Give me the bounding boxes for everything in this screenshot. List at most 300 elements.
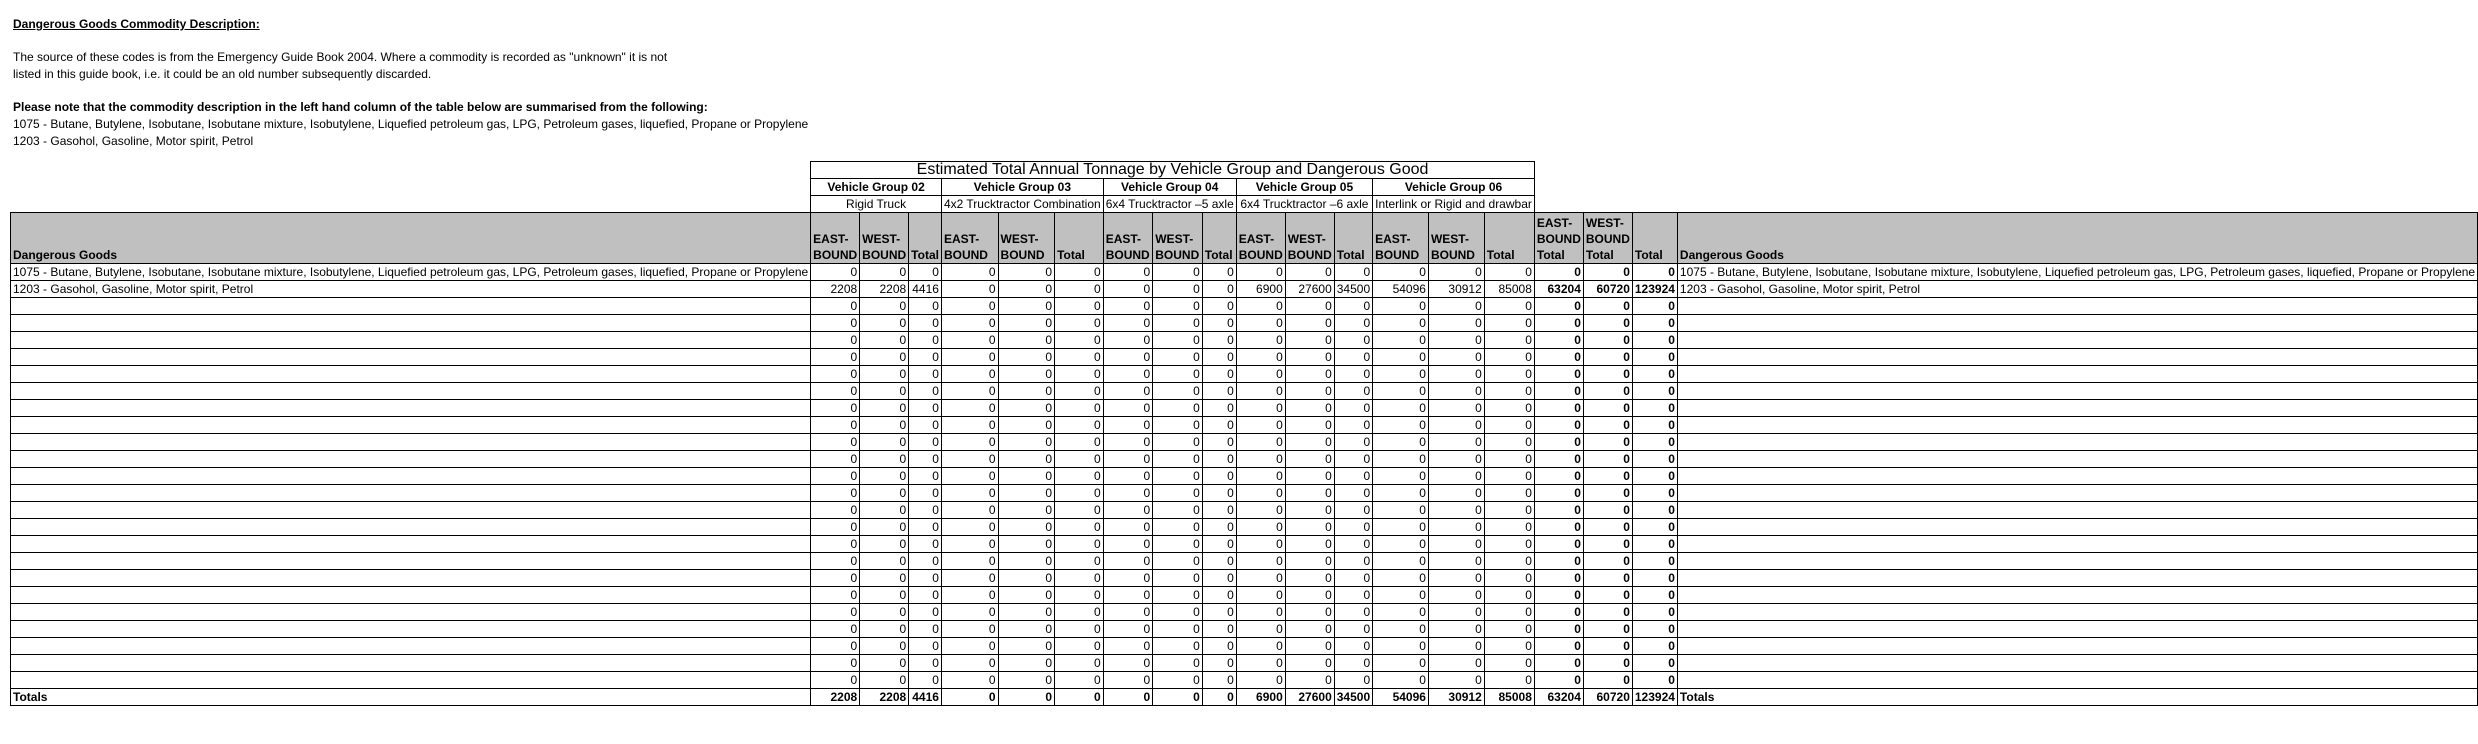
dangerous-goods-right-cell: [1677, 417, 2477, 434]
total-value-cell: 0: [941, 689, 998, 706]
table-row: [11, 451, 2478, 468]
value-cell: 0: [909, 417, 942, 434]
value-cell: 0: [941, 315, 998, 332]
value-cell: 0: [1285, 536, 1334, 553]
value-cell: 0: [941, 400, 998, 417]
dangerous-goods-right-cell: [1677, 468, 2477, 485]
column-header: EAST-BOUND: [1373, 213, 1429, 264]
value-cell: 0: [941, 570, 998, 587]
value-cell: 2208: [860, 281, 909, 298]
value-cell: 0: [1153, 332, 1203, 349]
value-cell: 0: [1583, 536, 1632, 553]
value-cell: 0: [1055, 655, 1104, 672]
total-value-cell: 63204: [1534, 689, 1583, 706]
dangerous-goods-right-cell: [1677, 366, 2477, 383]
value-cell: 0: [1373, 315, 1429, 332]
value-cell: 27600: [1285, 281, 1334, 298]
value-cell: 0: [1428, 400, 1484, 417]
dangerous-goods-cell: [11, 298, 811, 315]
value-cell: 0: [1428, 451, 1484, 468]
dangerous-goods-cell: [11, 332, 811, 349]
value-cell: 0: [1103, 553, 1153, 570]
value-cell: 0: [941, 468, 998, 485]
tonnage-table: [10, 161, 2478, 706]
value-cell: 0: [1103, 536, 1153, 553]
value-cell: 0: [1373, 621, 1429, 638]
value-cell: 0: [1055, 400, 1104, 417]
dangerous-goods-right-cell: [1677, 553, 2477, 570]
dangerous-goods-cell: [11, 536, 811, 553]
table-row: [11, 587, 2478, 604]
value-cell: 0: [998, 638, 1055, 655]
value-cell: 0: [909, 332, 942, 349]
value-cell: 0: [1428, 298, 1484, 315]
value-cell: 0: [1632, 349, 1677, 366]
value-cell: 0: [1285, 604, 1334, 621]
value-cell: 0: [1153, 570, 1203, 587]
value-cell: 0: [1055, 315, 1104, 332]
value-cell: 63204: [1534, 281, 1583, 298]
value-cell: 0: [860, 349, 909, 366]
value-cell: 0: [1103, 519, 1153, 536]
value-cell: 0: [1103, 604, 1153, 621]
value-cell: 0: [1334, 383, 1372, 400]
value-cell: 0: [811, 298, 860, 315]
value-cell: 0: [998, 264, 1055, 281]
value-cell: 0: [998, 587, 1055, 604]
value-cell: 0: [1632, 604, 1677, 621]
value-cell: 0: [909, 553, 942, 570]
value-cell: 0: [1103, 502, 1153, 519]
value-cell: 0: [1334, 655, 1372, 672]
value-cell: 0: [1153, 587, 1203, 604]
column-header: Dangerous Goods: [11, 213, 811, 264]
value-cell: 0: [909, 604, 942, 621]
value-cell: 0: [1583, 570, 1632, 587]
value-cell: 0: [1534, 383, 1583, 400]
value-cell: 0: [1632, 264, 1677, 281]
value-cell: 0: [1236, 315, 1285, 332]
value-cell: 0: [1428, 315, 1484, 332]
value-cell: 0: [1484, 383, 1534, 400]
value-cell: 0: [1583, 417, 1632, 434]
value-cell: 0: [860, 536, 909, 553]
value-cell: 0: [1236, 332, 1285, 349]
value-cell: 0: [1583, 451, 1632, 468]
value-cell: 0: [1334, 587, 1372, 604]
value-cell: 0: [1373, 468, 1429, 485]
value-cell: 0: [860, 485, 909, 502]
column-header: WEST-BOUND: [1153, 213, 1203, 264]
value-cell: 0: [1373, 655, 1429, 672]
value-cell: 0: [1428, 536, 1484, 553]
value-cell: 0: [941, 451, 998, 468]
value-cell: 0: [1153, 621, 1203, 638]
value-cell: 0: [1583, 349, 1632, 366]
value-cell: 0: [1428, 434, 1484, 451]
value-cell: 0: [1202, 604, 1236, 621]
value-cell: 0: [1202, 468, 1236, 485]
value-cell: 0: [860, 519, 909, 536]
value-cell: 0: [998, 570, 1055, 587]
value-cell: 0: [860, 298, 909, 315]
value-cell: 0: [1103, 638, 1153, 655]
value-cell: 0: [1285, 587, 1334, 604]
table-row: [11, 298, 2478, 315]
value-cell: 0: [1236, 383, 1285, 400]
value-cell: 0: [860, 451, 909, 468]
value-cell: 0: [1428, 417, 1484, 434]
value-cell: 0: [860, 366, 909, 383]
value-cell: 0: [909, 655, 942, 672]
value-cell: 0: [1373, 298, 1429, 315]
value-cell: 0: [1484, 570, 1534, 587]
dangerous-goods-cell: [11, 383, 811, 400]
value-cell: 0: [998, 417, 1055, 434]
value-cell: 0: [1055, 570, 1104, 587]
value-cell: 0: [998, 672, 1055, 689]
value-cell: 0: [1202, 655, 1236, 672]
table-row: [11, 281, 2478, 298]
value-cell: 0: [1103, 587, 1153, 604]
value-cell: 0: [1583, 468, 1632, 485]
value-cell: 0: [1484, 264, 1534, 281]
value-cell: 0: [1153, 553, 1203, 570]
table-row: [11, 434, 2478, 451]
dangerous-goods-right-cell: [1677, 315, 2477, 332]
value-cell: 0: [1236, 451, 1285, 468]
table-row: [11, 604, 2478, 621]
value-cell: 0: [1334, 349, 1372, 366]
value-cell: 0: [1373, 434, 1429, 451]
value-cell: 0: [1373, 332, 1429, 349]
value-cell: 0: [941, 383, 998, 400]
value-cell: 0: [1153, 672, 1203, 689]
value-cell: 0: [941, 332, 998, 349]
value-cell: 0: [1632, 655, 1677, 672]
value-cell: 4416: [909, 281, 942, 298]
value-cell: 0: [1373, 570, 1429, 587]
value-cell: 0: [1632, 638, 1677, 655]
value-cell: 0: [1484, 587, 1534, 604]
dangerous-goods-right-cell: [1677, 655, 2477, 672]
value-cell: 0: [1583, 400, 1632, 417]
value-cell: 0: [1632, 621, 1677, 638]
value-cell: 0: [1055, 366, 1104, 383]
dangerous-goods-cell: [11, 655, 811, 672]
value-cell: 0: [1153, 502, 1203, 519]
value-cell: 0: [941, 519, 998, 536]
value-cell: 0: [1484, 451, 1534, 468]
value-cell: 0: [860, 655, 909, 672]
value-cell: 0: [1534, 621, 1583, 638]
table-row: [11, 485, 2478, 502]
value-cell: 34500: [1334, 281, 1372, 298]
group-02-description: Rigid Truck: [811, 196, 942, 213]
value-cell: 0: [1484, 315, 1534, 332]
value-cell: 0: [1534, 672, 1583, 689]
value-cell: 0: [1583, 672, 1632, 689]
value-cell: 0: [1484, 604, 1534, 621]
value-cell: 0: [1055, 553, 1104, 570]
value-cell: 0: [1285, 621, 1334, 638]
value-cell: 0: [941, 621, 998, 638]
value-cell: 0: [811, 468, 860, 485]
value-cell: 0: [860, 332, 909, 349]
value-cell: 0: [1632, 417, 1677, 434]
table-row: [11, 332, 2478, 349]
group-05-title: Vehicle Group 05: [1236, 179, 1372, 196]
value-cell: 0: [1334, 553, 1372, 570]
value-cell: 0: [998, 519, 1055, 536]
value-cell: 0: [1583, 553, 1632, 570]
value-cell: 0: [998, 298, 1055, 315]
value-cell: 0: [811, 485, 860, 502]
value-cell: 0: [909, 536, 942, 553]
value-cell: 0: [1632, 570, 1677, 587]
table-row: [11, 264, 2478, 281]
value-cell: 0: [1534, 604, 1583, 621]
dangerous-goods-right-cell: [1677, 332, 2477, 349]
value-cell: 0: [909, 672, 942, 689]
value-cell: 0: [1285, 264, 1334, 281]
value-cell: 0: [1153, 264, 1203, 281]
value-cell: 0: [811, 366, 860, 383]
dangerous-goods-right-cell: [1677, 536, 2477, 553]
value-cell: 0: [811, 553, 860, 570]
value-cell: 0: [1236, 519, 1285, 536]
dangerous-goods-cell: [11, 672, 811, 689]
value-cell: 0: [1236, 672, 1285, 689]
value-cell: 0: [1153, 434, 1203, 451]
value-cell: 0: [1153, 519, 1203, 536]
value-cell: 0: [811, 587, 860, 604]
value-cell: 0: [1103, 434, 1153, 451]
value-cell: 0: [1534, 451, 1583, 468]
value-cell: 0: [1055, 468, 1104, 485]
value-cell: 0: [1632, 383, 1677, 400]
value-cell: 0: [1236, 587, 1285, 604]
value-cell: 0: [1055, 349, 1104, 366]
column-header: Dangerous Goods: [1677, 213, 2477, 264]
value-cell: 0: [1285, 298, 1334, 315]
value-cell: 0: [998, 604, 1055, 621]
value-cell: 0: [1103, 264, 1153, 281]
value-cell: 0: [1428, 621, 1484, 638]
value-cell: 0: [1484, 366, 1534, 383]
value-cell: 0: [1236, 536, 1285, 553]
dangerous-goods-right-cell: [1677, 604, 2477, 621]
value-cell: 0: [1632, 332, 1677, 349]
value-cell: 0: [909, 519, 942, 536]
value-cell: 0: [1055, 451, 1104, 468]
value-cell: 0: [1103, 366, 1153, 383]
value-cell: 0: [1484, 332, 1534, 349]
value-cell: 0: [1055, 264, 1104, 281]
value-cell: 0: [1373, 502, 1429, 519]
dangerous-goods-right-cell: [1677, 587, 2477, 604]
total-value-cell: 54096: [1373, 689, 1429, 706]
value-cell: 0: [1153, 298, 1203, 315]
value-cell: 0: [811, 519, 860, 536]
value-cell: 0: [860, 604, 909, 621]
value-cell: 0: [941, 638, 998, 655]
value-cell: 0: [860, 468, 909, 485]
column-header: Total: [1055, 213, 1104, 264]
value-cell: 0: [909, 366, 942, 383]
value-cell: 0: [998, 502, 1055, 519]
value-cell: 0: [1236, 655, 1285, 672]
value-cell: 0: [1534, 298, 1583, 315]
value-cell: 0: [1236, 553, 1285, 570]
value-cell: 0: [1632, 672, 1677, 689]
value-cell: 0: [1236, 621, 1285, 638]
value-cell: 0: [860, 587, 909, 604]
value-cell: 0: [1202, 502, 1236, 519]
value-cell: 0: [1055, 604, 1104, 621]
group-06-title: Vehicle Group 06: [1373, 179, 1535, 196]
value-cell: 0: [941, 349, 998, 366]
group-05-description: 6x4 Trucktractor –6 axle: [1236, 196, 1372, 213]
value-cell: 0: [1334, 621, 1372, 638]
value-cell: 0: [811, 451, 860, 468]
value-cell: 0: [909, 349, 942, 366]
value-cell: 0: [998, 383, 1055, 400]
dangerous-goods-right-cell: [1677, 638, 2477, 655]
value-cell: 0: [1583, 621, 1632, 638]
value-cell: 0: [1632, 434, 1677, 451]
value-cell: 0: [1202, 434, 1236, 451]
value-cell: 0: [909, 315, 942, 332]
value-cell: 0: [1202, 638, 1236, 655]
value-cell: 0: [1632, 298, 1677, 315]
value-cell: 0: [1055, 621, 1104, 638]
column-header: EAST-BOUND: [1236, 213, 1285, 264]
dangerous-goods-cell: [11, 621, 811, 638]
value-cell: 0: [1583, 655, 1632, 672]
value-cell: 0: [1202, 281, 1236, 298]
value-cell: 0: [941, 553, 998, 570]
value-cell: 0: [1202, 315, 1236, 332]
value-cell: 0: [941, 264, 998, 281]
value-cell: 0: [1236, 604, 1285, 621]
value-cell: 0: [811, 417, 860, 434]
value-cell: 0: [1055, 281, 1104, 298]
value-cell: 0: [1103, 468, 1153, 485]
value-cell: 0: [1534, 502, 1583, 519]
value-cell: 0: [1534, 315, 1583, 332]
value-cell: 0: [1103, 621, 1153, 638]
value-cell: 0: [1583, 519, 1632, 536]
value-cell: 0: [1534, 553, 1583, 570]
value-cell: 0: [1153, 638, 1203, 655]
value-cell: 0: [1484, 434, 1534, 451]
value-cell: 0: [1373, 383, 1429, 400]
dangerous-goods-cell: [11, 315, 811, 332]
table-row: [11, 655, 2478, 672]
value-cell: 0: [941, 672, 998, 689]
value-cell: 0: [1236, 570, 1285, 587]
value-cell: 0: [1236, 502, 1285, 519]
value-cell: 0: [1153, 349, 1203, 366]
value-cell: 0: [1236, 638, 1285, 655]
value-cell: 0: [1055, 587, 1104, 604]
table-row: [11, 638, 2478, 655]
dangerous-goods-cell: [11, 400, 811, 417]
value-cell: 0: [811, 570, 860, 587]
value-cell: 0: [941, 587, 998, 604]
value-cell: 0: [1285, 468, 1334, 485]
value-cell: 0: [1484, 655, 1534, 672]
value-cell: 0: [909, 298, 942, 315]
value-cell: 0: [1055, 536, 1104, 553]
value-cell: 0: [1334, 468, 1372, 485]
value-cell: 0: [1236, 434, 1285, 451]
value-cell: 0: [1334, 451, 1372, 468]
value-cell: 0: [1285, 383, 1334, 400]
value-cell: 0: [1285, 485, 1334, 502]
value-cell: 0: [1428, 655, 1484, 672]
value-cell: 0: [1428, 468, 1484, 485]
value-cell: 0: [1373, 604, 1429, 621]
value-cell: 0: [1202, 264, 1236, 281]
value-cell: 0: [1373, 587, 1429, 604]
value-cell: 0: [860, 672, 909, 689]
dangerous-goods-right-cell: [1677, 502, 2477, 519]
value-cell: 0: [1285, 400, 1334, 417]
value-cell: 0: [1484, 553, 1534, 570]
value-cell: 0: [1153, 383, 1203, 400]
value-cell: 0: [1285, 655, 1334, 672]
value-cell: 0: [1334, 332, 1372, 349]
value-cell: 0: [1583, 502, 1632, 519]
value-cell: 0: [1534, 655, 1583, 672]
value-cell: 0: [1285, 502, 1334, 519]
value-cell: 0: [811, 655, 860, 672]
value-cell: 0: [860, 315, 909, 332]
value-cell: 0: [1583, 604, 1632, 621]
value-cell: 0: [1334, 638, 1372, 655]
source-note-line-1: The source of these codes is from the Emergency Guide Book 2004. Where a commodity is recorded as "unknown" it is not: [13, 50, 668, 64]
value-cell: 0: [1153, 315, 1203, 332]
value-cell: 0: [1153, 604, 1203, 621]
value-cell: 0: [1153, 536, 1203, 553]
total-value-cell: 2208: [860, 689, 909, 706]
value-cell: 0: [1334, 434, 1372, 451]
value-cell: 0: [1285, 349, 1334, 366]
value-cell: 0: [1103, 383, 1153, 400]
value-cell: 0: [811, 536, 860, 553]
group-02-title: Vehicle Group 02: [811, 179, 942, 196]
value-cell: 0: [1373, 417, 1429, 434]
value-cell: 0: [1202, 332, 1236, 349]
source-note-line-2: listed in this guide book, i.e. it could be an old number subsequently discarded.: [13, 67, 432, 81]
value-cell: 0: [909, 383, 942, 400]
section-title: Dangerous Goods Commodity Description:: [13, 17, 260, 31]
table-row: [11, 536, 2478, 553]
value-cell: 0: [998, 485, 1055, 502]
value-cell: 0: [1484, 417, 1534, 434]
total-value-cell: 2208: [811, 689, 860, 706]
dangerous-goods-cell: [11, 604, 811, 621]
table-row: [11, 519, 2478, 536]
value-cell: 6900: [1236, 281, 1285, 298]
value-cell: 0: [941, 536, 998, 553]
dangerous-goods-right-cell: [1677, 434, 2477, 451]
value-cell: 0: [1153, 655, 1203, 672]
dangerous-goods-cell: [11, 451, 811, 468]
value-cell: 0: [998, 281, 1055, 298]
